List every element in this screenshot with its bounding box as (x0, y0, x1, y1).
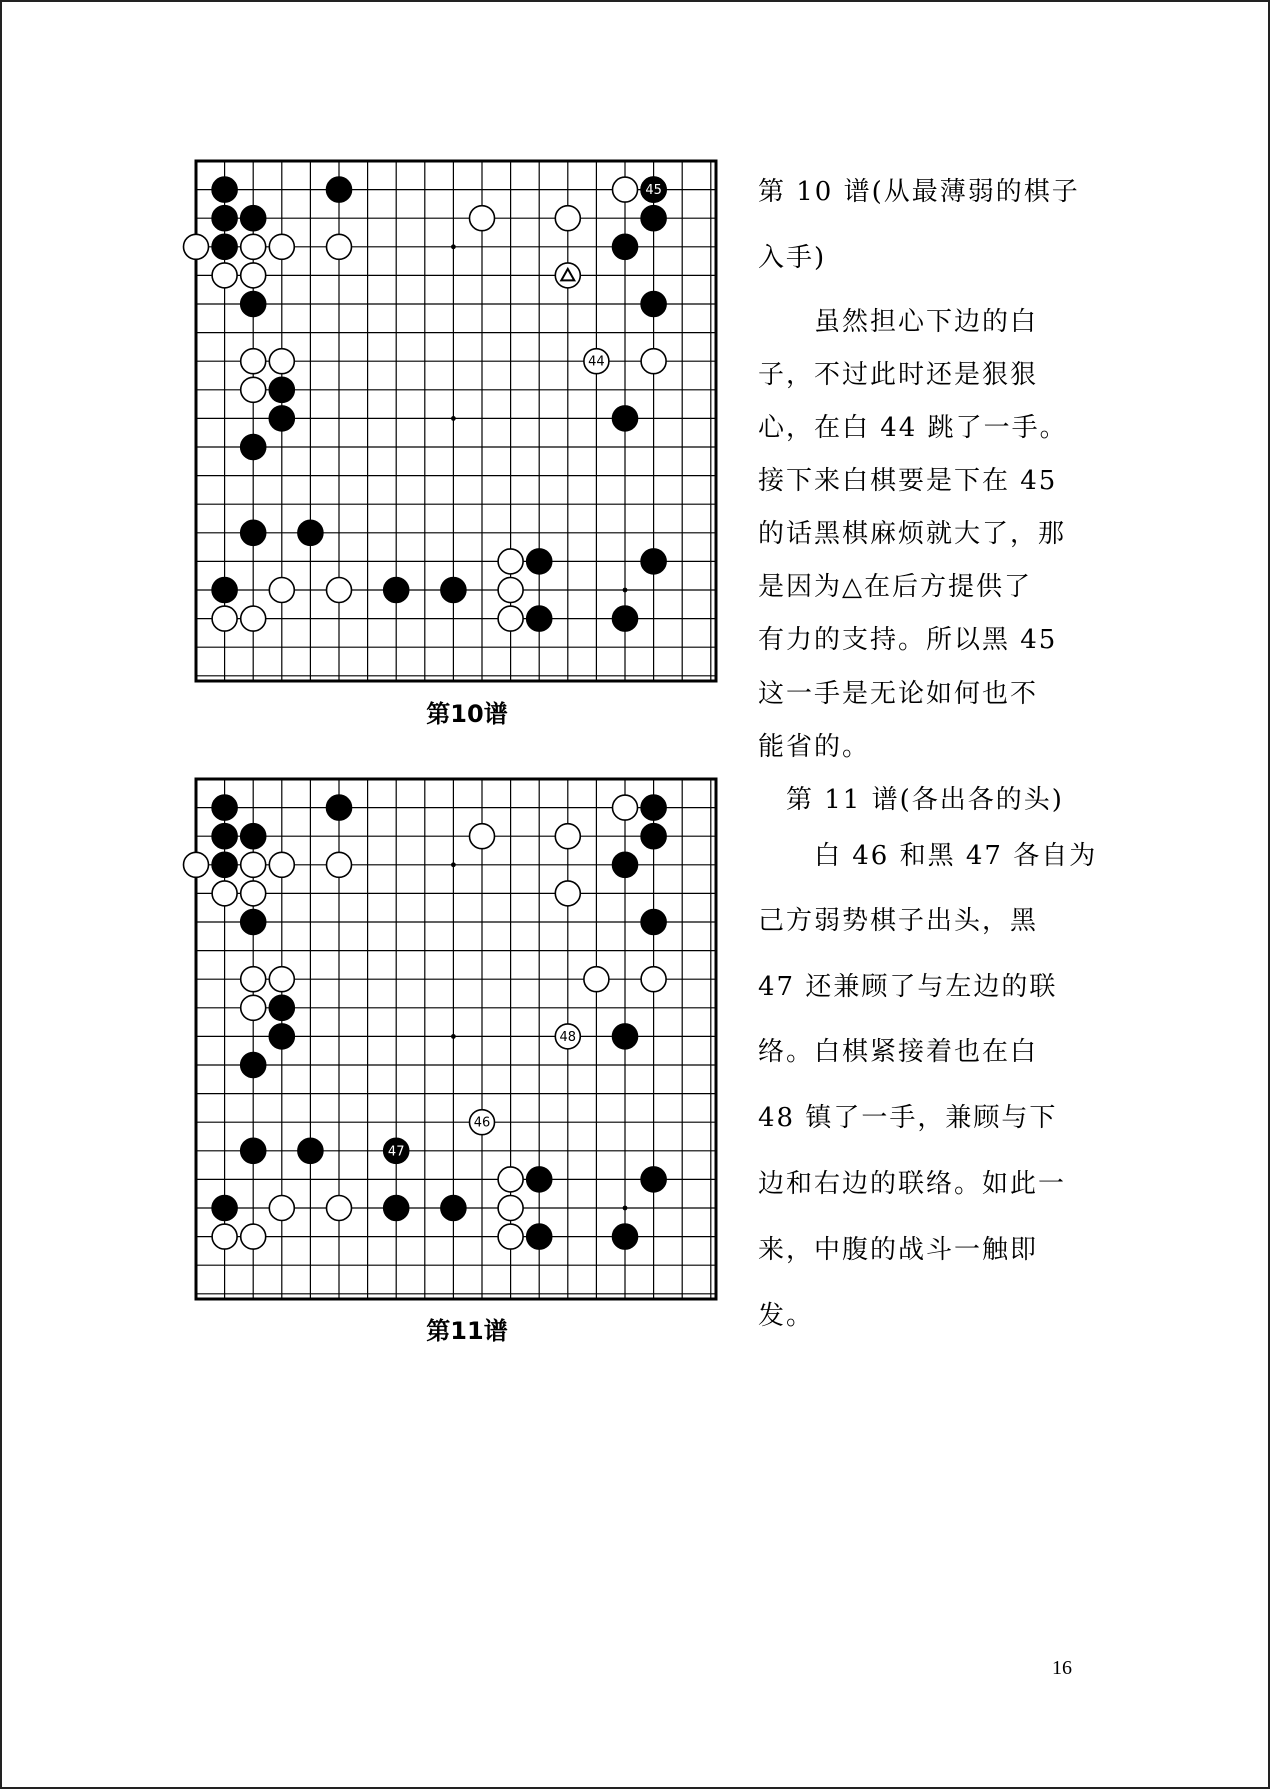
black-stone (269, 995, 294, 1020)
black-stone (613, 1024, 638, 1049)
star-point (623, 1206, 628, 1211)
white-stone (184, 852, 209, 877)
commentary-10-line-5: 心，在白 44 跳了一手。 (758, 413, 1068, 443)
black-stone (269, 377, 294, 402)
black-stone (212, 795, 237, 820)
commentary-10-line-3: 虽然担心下边的白 (758, 307, 1039, 337)
black-stone (441, 1196, 466, 1221)
black-stone (384, 1196, 409, 1221)
white-stone (212, 606, 237, 631)
move-number-label: 45 (645, 183, 662, 199)
black-stone (527, 1224, 552, 1249)
black-stone (241, 520, 266, 545)
white-stone (269, 852, 294, 877)
move-number-label: 48 (559, 1029, 577, 1045)
commentary-11-line-2: 白 46 和黑 47 各自为 (758, 841, 1098, 871)
black-stone (212, 1196, 237, 1221)
black-stone (212, 177, 237, 202)
commentary-10-line-11: 能省的。 (758, 732, 871, 762)
commentary-11-line-9: 发。 (758, 1301, 815, 1331)
commentary-11-line-1: 第 11 谱(各出各的头) (758, 785, 1064, 815)
white-stone (498, 1196, 523, 1221)
black-stone (269, 406, 294, 431)
white-stone (555, 881, 580, 906)
black-stone (641, 795, 666, 820)
white-stone (269, 349, 294, 374)
white-stone (327, 234, 352, 259)
star-point (623, 588, 628, 593)
white-stone (327, 578, 352, 603)
black-stone (527, 1167, 552, 1192)
white-stone (241, 995, 266, 1020)
black-stone (641, 206, 666, 231)
black-stone (327, 795, 352, 820)
go-board-diagram-10 (196, 161, 716, 681)
black-stone (241, 1053, 266, 1078)
black-stone (641, 549, 666, 574)
black-stone (613, 606, 638, 631)
star-point (451, 862, 456, 867)
white-stone (269, 967, 294, 992)
white-stone (641, 349, 666, 374)
white-stone (613, 177, 638, 202)
black-stone (212, 852, 237, 877)
black-stone (527, 606, 552, 631)
black-stone (641, 824, 666, 849)
black-stone (613, 406, 638, 431)
black-stone (241, 292, 266, 317)
white-stone (241, 377, 266, 402)
go-board-diagram-11 (196, 779, 716, 1299)
white-stone (641, 967, 666, 992)
black-stone (241, 1138, 266, 1163)
black-stone (613, 852, 638, 877)
black-stone (212, 234, 237, 259)
black-stone (613, 1224, 638, 1249)
commentary-11-line-6: 48 镇了一手，兼顾与下 (758, 1103, 1058, 1133)
page-number: 16 (1052, 1657, 1072, 1679)
white-stone (269, 234, 294, 259)
black-stone (613, 234, 638, 259)
white-stone (212, 1224, 237, 1249)
white-stone (584, 967, 609, 992)
commentary-10-line-1: 第 10 谱(从最薄弱的棋子 (758, 177, 1080, 207)
white-stone (241, 234, 266, 259)
black-stone (241, 910, 266, 935)
black-stone (241, 206, 266, 231)
white-stone (555, 824, 580, 849)
white-stone (327, 1196, 352, 1221)
black-stone (212, 824, 237, 849)
white-stone (613, 795, 638, 820)
white-stone (241, 967, 266, 992)
white-stone (212, 881, 237, 906)
black-stone (327, 177, 352, 202)
black-stone (527, 549, 552, 574)
white-stone (327, 852, 352, 877)
black-stone (241, 435, 266, 460)
commentary-11-line-3: 己方弱势棋子出头，黑 (758, 906, 1039, 936)
black-stone (384, 578, 409, 603)
commentary-10-line-8: 是因为△在后方提供了 (758, 572, 1032, 602)
marked-white-stone (555, 263, 580, 288)
white-stone (184, 234, 209, 259)
diagram-11-caption: 第11谱 (426, 1317, 508, 1345)
white-stone (269, 1196, 294, 1221)
black-stone (212, 206, 237, 231)
white-stone (241, 606, 266, 631)
commentary-10-line-6: 接下来白棋要是下在 45 (758, 466, 1058, 496)
white-stone (470, 206, 495, 231)
commentary-10-line-10: 这一手是无论如何也不 (758, 679, 1039, 709)
white-stone (212, 263, 237, 288)
white-stone (470, 824, 495, 849)
commentary-11-line-7: 边和右边的联络。如此一 (758, 1169, 1067, 1199)
white-stone (241, 852, 266, 877)
commentary-10-line-9: 有力的支持。所以黑 45 (758, 625, 1058, 655)
commentary-10-line-7: 的话黑棋麻烦就大了，那 (758, 519, 1067, 549)
star-point (451, 244, 456, 249)
commentary-10-line-4: 子，不过此时还是狠狠 (758, 360, 1039, 390)
white-stone (241, 349, 266, 374)
white-stone (498, 1224, 523, 1249)
black-stone (212, 578, 237, 603)
black-stone (241, 824, 266, 849)
black-stone (298, 520, 323, 545)
move-number-label: 44 (588, 354, 605, 370)
white-stone (269, 578, 294, 603)
white-stone (241, 881, 266, 906)
white-stone (555, 206, 580, 231)
star-point (451, 1034, 456, 1039)
white-stone (241, 1224, 266, 1249)
white-stone (498, 578, 523, 603)
commentary-10-line-2: 入手) (758, 243, 827, 273)
black-stone (641, 910, 666, 935)
black-stone (441, 578, 466, 603)
black-stone (641, 1167, 666, 1192)
commentary-11-line-5: 络。白棋紧接着也在白 (758, 1037, 1039, 1067)
star-point (451, 416, 456, 421)
commentary-11-line-4: 47 还兼顾了与左边的联 (758, 972, 1058, 1002)
commentary-11-line-8: 来，中腹的战斗一触即 (758, 1235, 1039, 1265)
white-stone (498, 549, 523, 574)
white-stone (498, 1167, 523, 1192)
diagram-10-caption: 第10谱 (426, 700, 508, 728)
black-stone (298, 1138, 323, 1163)
move-number-label: 47 (387, 1144, 405, 1160)
white-stone (241, 263, 266, 288)
black-stone (641, 292, 666, 317)
move-number-label: 46 (473, 1115, 491, 1131)
black-stone (269, 1024, 294, 1049)
white-stone (498, 606, 523, 631)
